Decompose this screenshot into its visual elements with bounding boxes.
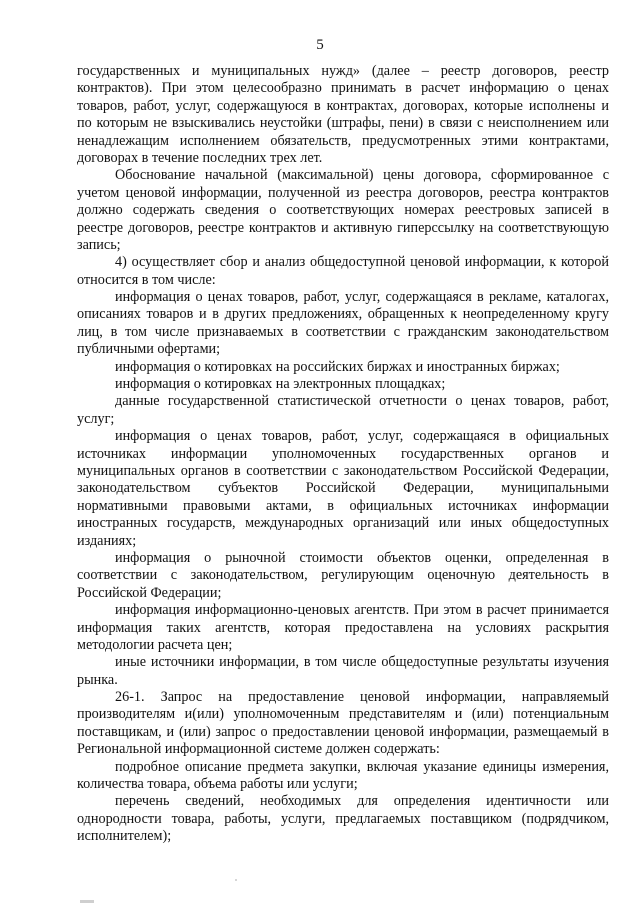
text-line: соответствии с законодательством, регулирующим оценочную деятельность в: [77, 567, 609, 584]
text-line: товаров, работ, услуг, содержащуюся в контрактах, договорах, которые исполнены и: [77, 97, 609, 114]
text-line: запись;: [77, 236, 121, 253]
paragraph: [77, 550, 609, 602]
paragraph: [77, 167, 609, 254]
text-line: данные государственной статистической отчетности о ценах товаров, работ,: [115, 393, 609, 410]
text-line: изданиях;: [77, 532, 137, 549]
text-line: иные источники информации, в том числе общедоступные результаты изучения: [115, 654, 609, 671]
text-line: по которым не взыскивались неустойки (штрафы, пени) в связи с неисполнением или: [77, 115, 609, 132]
text-line: информация о котировках на российских биржах и иностранных биржах;: [115, 358, 560, 375]
paragraph: [77, 376, 609, 393]
text-line: поставщикам, и (или) запрос о предоставлении ценовой информации, размещаемый в: [77, 723, 609, 740]
document-body: [77, 63, 609, 846]
paragraph: [77, 602, 609, 654]
paragraph: [77, 793, 609, 845]
paragraph: [77, 359, 609, 376]
text-line: услуг;: [77, 410, 115, 427]
page-number: 5: [316, 37, 324, 53]
text-line: законодательством субъектов Российской Федерации, муниципальными: [77, 480, 609, 497]
text-line: производителям и(или) уполномоченным представителям и (или) потенциальным: [77, 706, 609, 723]
text-line: государственных и муниципальных нужд» (далее – реестр договоров, реестр: [77, 63, 609, 79]
text-line: перечень сведений, необходимых для определения идентичности или: [115, 793, 609, 810]
paragraph: [77, 393, 609, 428]
paragraph: [77, 759, 609, 794]
text-line: информация о котировках на электронных площадках;: [115, 376, 446, 393]
text-line: рынка.: [77, 671, 118, 688]
text-line: Российской Федерации;: [77, 584, 222, 601]
paragraph: [77, 289, 609, 359]
text-line: информация о ценах товаров, работ, услуг, содержащаяся в официальных: [115, 428, 609, 445]
text-line: муниципальных органов в соответствии с законодательством Российской Федерации,: [77, 462, 609, 479]
text-line: контрактов). При этом целесообразно принимать в расчет информацию о ценах: [77, 80, 609, 97]
paragraph: [77, 689, 609, 759]
text-line: Обоснование начальной (максимальной) цены договора, сформированное с: [115, 167, 609, 184]
text-line: описаниях товаров и в других предложениях, обращенных к неопределенному кругу: [77, 306, 609, 323]
scan-artifact-dot: [235, 879, 237, 881]
text-line: относится в том числе:: [77, 271, 216, 288]
text-line: публичными офертами;: [77, 341, 221, 358]
text-line: учетом ценовой информации, полученной из реестра договоров, реестра контрактов: [77, 184, 609, 201]
text-line: 26-1. Запрос на предоставление ценовой информации, направляемый: [115, 689, 609, 706]
text-line: источниках информации уполномоченных государственных органов и: [77, 445, 609, 462]
text-line: подробное описание предмета закупки, включая указание единицы измерения,: [115, 758, 609, 775]
text-line: информация о рыночной стоимости объектов оценки, определенная в: [115, 549, 609, 566]
text-line: исполнителем);: [77, 828, 172, 845]
text-line: договорах в течение последних трех лет.: [77, 149, 323, 166]
text-line: информация о ценах товаров, работ, услуг, содержащаяся в рекламе, каталогах,: [115, 289, 609, 306]
text-line: методологии расчета цен;: [77, 636, 233, 653]
paragraph: [77, 254, 609, 289]
paragraph: [77, 428, 609, 550]
text-line: количества товара, объема работы или услуги;: [77, 776, 358, 793]
text-line: ненадлежащим исполнением обязательств, предусмотренных этими контрактами,: [77, 132, 609, 149]
text-line: Региональной информационной системе должен содержать:: [77, 741, 440, 758]
text-line: 4) осуществляет сбор и анализ общедоступной ценовой информации, к которой: [115, 254, 609, 271]
text-line: реестре договоров, реестре контрактов и активную гиперссылку на соответствующую: [77, 219, 609, 236]
text-line: однородности товара, работы, услуги, предлагаемых поставщиком (подрядчиком,: [77, 810, 609, 827]
text-line: должно содержать сведения о соответствующих номерах реестровых записей в: [77, 202, 609, 219]
paragraph: [77, 63, 609, 167]
text-line: информация таких агентств, которая предоставлена на условиях раскрытия: [77, 619, 609, 636]
text-line: нормативными правовыми актами, в официальных источниках информации: [77, 497, 609, 514]
scan-artifact: [80, 900, 94, 903]
text-line: информация информационно-ценовых агентств. При этом в расчет принимается: [115, 602, 609, 619]
text-line: лиц, в том числе признаваемых в соответствии с гражданским законодательством: [77, 323, 609, 340]
text-line: иностранных государств, международных организаций или иных общедоступных: [77, 515, 609, 532]
paragraph: [77, 654, 609, 689]
